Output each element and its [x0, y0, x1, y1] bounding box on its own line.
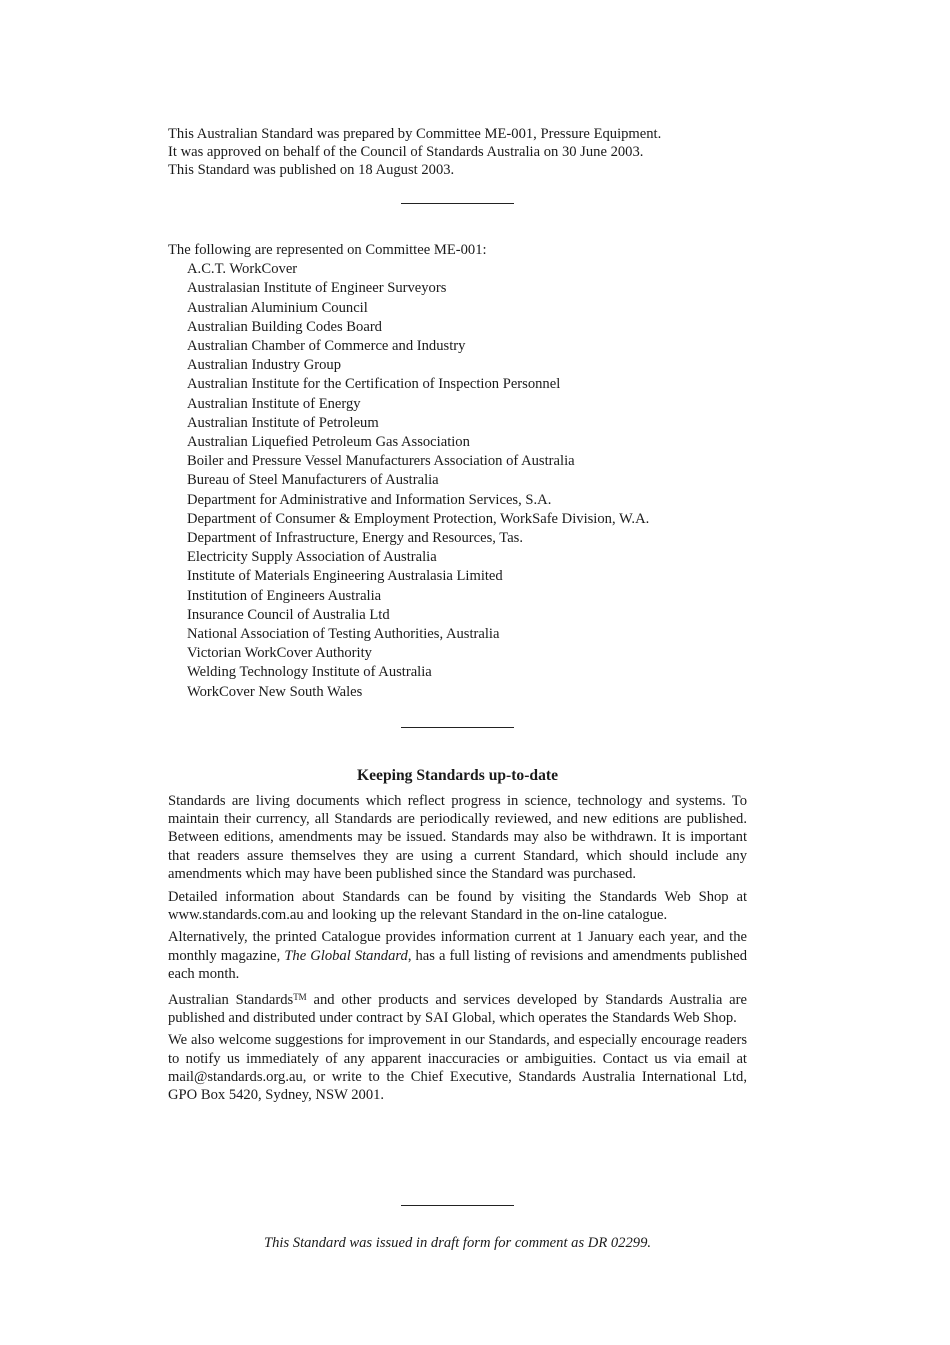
committee-member: Victorian WorkCover Authority [187, 645, 372, 662]
committee-member: Australian Liquefied Petroleum Gas Association [187, 434, 470, 451]
divider-rule [401, 203, 514, 204]
paragraph-text: Australian Standards [168, 991, 294, 1008]
committee-member: Australian Institute for the Certification of Inspection Personnel [187, 376, 561, 393]
magazine-title: The Global Standard [284, 947, 408, 964]
paragraph: Detailed information about Standards can be found by visiting the Standards Web Shop at www.standards.com.au and looking up the relevant Standard in the on-line catalogue. [168, 888, 747, 923]
keeping-up-to-date-text [168, 792, 747, 1109]
paragraph [168, 928, 747, 983]
intro-line: It was approved on behalf of the Council of Standards Australia on 30 June 2003. [168, 144, 644, 160]
section-heading: Keeping Standards up-to-date [356, 767, 558, 784]
committee-member: Department of Infrastructure, Energy and Resources, Tas. [187, 530, 524, 547]
divider-rule [401, 1205, 514, 1206]
intro-line: This Standard was published on 18 August 2003. [168, 162, 455, 178]
committee-member: WorkCover New South Wales [187, 683, 363, 700]
trademark-symbol: TM [293, 991, 307, 1002]
preparation-statement [168, 125, 747, 179]
intro-line: This Australian Standard was prepared by Committee ME-001, Pressure Equipment. [168, 126, 662, 142]
committee-member: Department of Consumer & Employment Protection, WorkSafe Division, W.A. [187, 510, 650, 527]
paragraph: We also welcome suggestions for improvement in our Standards, and especially encourage readers to notify us immediately of any apparent inaccuracies or ambiguities. Contact us via email at mail@standards.org.au, or write to the Chief Executive, Standards Australia International Ltd, GPO Box 5420, Sydney, NSW 2001. [168, 1032, 747, 1104]
draft-note: This Standard was issued in draft form for comment as DR 02299. [263, 1235, 652, 1251]
paragraph-text: Alternatively, the printed Catalogue provides information current at 1 January each year, and the monthly magazine, [168, 929, 747, 964]
divider-rule [401, 727, 514, 728]
committee-member: Electricity Supply Association of Australia [187, 549, 437, 566]
committee-member: Australian Industry Group [187, 357, 342, 374]
committee-member: A.C.T. WorkCover [187, 261, 298, 278]
committee-member: National Association of Testing Authorities, Australia [187, 626, 500, 643]
committee-member-list [168, 260, 747, 702]
committee-member: Australian Aluminium Council [187, 299, 368, 316]
committee-member: Australian Building Codes Board [187, 318, 382, 335]
committee-member: Australian Institute of Energy [187, 395, 361, 412]
paragraph-text: , has a full listing of revisions and amendments published each month. [168, 947, 747, 982]
paragraph: Standards are living documents which reflect progress in science, technology and systems. To maintain their currency, all Standards are periodically reviewed, and new editions are published. Between editions, amendments may be issued. Standards may also be withdrawn. It is important that readers assure themselves they are using a current Standard, which should include any amendments which may have been published since the Standard was purchased. [168, 793, 747, 882]
committee-member: Boiler and Pressure Vessel Manufacturers Association of Australia [187, 453, 575, 470]
committee-member: Department for Administrative and Information Services, S.A. [187, 491, 552, 508]
committee-member: Australian Chamber of Commerce and Industry [187, 338, 466, 355]
paragraph [168, 988, 747, 1027]
committee-section [168, 241, 747, 702]
committee-member: Insurance Council of Australia Ltd [187, 606, 390, 623]
committee-member: Bureau of Steel Manufacturers of Australia [187, 472, 439, 489]
committee-member: Institution of Engineers Australia [187, 587, 382, 604]
committee-member: Australasian Institute of Engineer Surveyors [187, 280, 447, 297]
committee-heading: The following are represented on Committee ME-001: [168, 242, 487, 258]
committee-member: Australian Institute of Petroleum [187, 414, 379, 431]
committee-member: Welding Technology Institute of Australia [187, 664, 432, 681]
paragraph-text: and other products and services developed by Standards Australia are published and distributed under contract by SAI Global, which operates the Standards Web Shop. [168, 991, 748, 1026]
committee-member: Institute of Materials Engineering Australasia Limited [187, 568, 503, 585]
